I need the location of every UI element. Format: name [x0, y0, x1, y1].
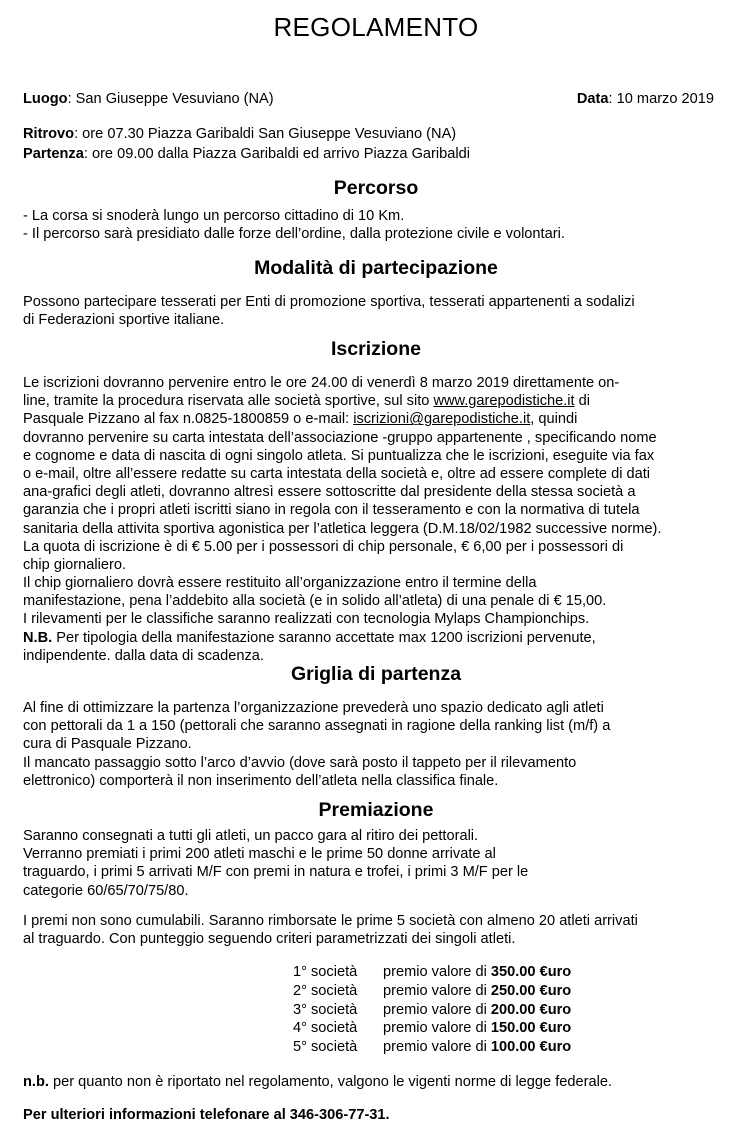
text-span: , quindi	[530, 411, 578, 428]
prize-row	[293, 1019, 571, 1038]
prize-text	[383, 1038, 571, 1057]
modalita-heading: Modalità di partecipazione	[254, 257, 498, 279]
text-line: e cognome e data di nascita di ogni singolo atleta. Si puntualizza che le iscrizioni, eseguite via fax	[23, 447, 655, 464]
luogo-value: : San Giuseppe Vesuviano (NA)	[67, 91, 274, 107]
text-span: Per tipologia della manifestazione saranno accettate max 1200 iscrizioni pervenute,	[52, 629, 596, 646]
prize-table	[293, 963, 571, 1057]
prize-position: 5° società	[293, 1039, 358, 1056]
text-line: dovranno pervenire su carta intestata dell’associazione -gruppo appartenente , specificando nome	[23, 429, 657, 446]
text-line: garanzia che i propri atleti iscritti siano in regola con il tesseramento e con la normativa di tutela	[23, 502, 640, 519]
prize-label: premio valore di	[383, 1039, 491, 1056]
text-line: o e-mail, oltre all’essere redatte su carta intestata della società e, oltre ad essere complete di dati	[23, 465, 651, 482]
prize-amount: 100.00 €uro	[490, 1039, 572, 1056]
percorso-text	[23, 207, 730, 243]
prize-text	[383, 1001, 571, 1020]
contact-text: Per ulteriori informazioni telefonare al 346-306-77-31.	[23, 1107, 390, 1123]
griglia-text	[23, 699, 730, 790]
text-line: indipendente. dalla data di scadenza.	[23, 647, 264, 664]
text-line: sanitaria della attivita sportiva agonistica per l’atletica leggera (D.M.18/02/1982 successive norme).	[23, 520, 662, 537]
prize-text	[383, 982, 571, 1001]
data-value: : 10 marzo 2019	[608, 91, 714, 107]
luogo-label: Luogo	[23, 91, 68, 107]
partenza-label: Partenza	[23, 146, 84, 162]
premiazione-heading: Premiazione	[318, 799, 434, 821]
partenza-line	[23, 145, 470, 163]
text-line: - Il percorso sarà presidiato dalle forze dell’ordine, dalla protezione civile e volontari.	[23, 226, 565, 243]
text-line	[23, 392, 730, 410]
ritrovo-value: : ore 07.30 Piazza Garibaldi San Giuseppe Vesuviano (NA)	[74, 126, 457, 142]
text-line: al traguardo. Con punteggio seguendo criteri parametrizzati dei singoli atleti.	[23, 931, 516, 948]
text-line: categorie 60/65/70/75/80.	[23, 882, 189, 899]
text-line: con pettorali da 1 a 150 (pettorali che saranno assegnati in ragione della ranking list (m/f) a	[23, 718, 611, 735]
prize-label: premio valore di	[383, 964, 491, 980]
text-line: manifestazione, pena l’addebito alla società (e in solido all’atleta) di una penale di € 15,00.	[23, 593, 607, 610]
text-line: Il chip giornaliero dovrà essere restituito all’organizzazione entro il termine della	[23, 575, 537, 592]
percorso-heading: Percorso	[333, 177, 419, 199]
text-line: elettronico) comporterà il non inserimento dell’atleta nella classifica finale.	[23, 772, 499, 789]
ritrovo-label: Ritrovo	[23, 126, 75, 142]
iscrizione-text	[23, 374, 730, 665]
text-line: - La corsa si snoderà lungo un percorso cittadino di 10 Km.	[23, 208, 405, 224]
prize-label: premio valore di	[383, 1020, 491, 1037]
ritrovo-line	[23, 125, 456, 143]
prize-row	[293, 1038, 571, 1057]
prize-position: 3° società	[293, 1001, 358, 1018]
iscrizione-heading: Iscrizione	[331, 338, 421, 360]
text-line	[23, 410, 730, 428]
text-line: chip giornaliero.	[23, 556, 127, 573]
prize-amount: 150.00 €uro	[490, 1020, 572, 1037]
prize-row	[293, 982, 571, 1001]
partenza-value: : ore 09.00 dalla Piazza Garibaldi ed arrivo Piazza Garibaldi	[83, 146, 470, 162]
text-line: cura di Pasquale Pizzano.	[23, 736, 192, 753]
text-line: La quota di iscrizione è di € 5.00 per i possessori di chip personale, € 6,00 per i possessori di	[23, 538, 624, 555]
text-line: Saranno consegnati a tutti gli atleti, un pacco gara al ritiro dei pettorali.	[23, 828, 479, 844]
prize-row	[293, 963, 571, 982]
luogo-line	[23, 90, 274, 108]
text-line: I rilevamenti per le classifiche saranno realizzati con tecnologia Mylaps Championchips.	[23, 611, 590, 628]
text-line: traguardo, i primi 5 arrivati M/F con premi in natura e trofei, i primi 3 M/F per le	[23, 864, 529, 881]
final-note-text: per quanto non è riportato nel regolamento, valgono le vigenti norme di legge federale.	[48, 1074, 612, 1090]
final-note	[23, 1073, 612, 1091]
premiazione-text-2	[23, 912, 730, 948]
email-link[interactable]: iscrizioni@garepodistiche.it	[353, 411, 531, 428]
data-line	[577, 90, 714, 108]
text-line: Le iscrizioni dovranno pervenire entro le ore 24.00 di venerdì 8 marzo 2019 direttamente on-	[23, 375, 620, 391]
prize-row	[293, 1001, 571, 1020]
text-line: Verranno premiati i primi 200 atleti maschi e le prime 50 donne arrivate al	[23, 846, 496, 863]
text-span: Pasquale Pizzano al fax n.0825-1800859 o e-mail:	[23, 411, 354, 428]
text-line: ana-grafici degli atleti, dovranno altresì essere sottoscritte dal presidente della stessa società a	[23, 484, 636, 501]
contact-line	[23, 1106, 390, 1124]
text-span: line, tramite la procedura riservata alle società sportive, sul sito	[23, 393, 434, 410]
prize-label: premio valore di	[383, 982, 491, 999]
text-line: I premi non sono cumulabili. Saranno rimborsate le prime 5 società con almeno 20 atleti arrivati	[23, 913, 638, 929]
prize-amount: 350.00 €uro	[490, 964, 572, 980]
nb-line	[23, 629, 730, 647]
prize-position: 2° società	[293, 982, 358, 999]
text-line: Al fine di ottimizzare la partenza l’organizzazione prevederà uno spazio dedicato agli atleti	[23, 700, 604, 716]
prize-label: premio valore di	[383, 1001, 491, 1018]
text-span: di	[574, 393, 591, 410]
text-line: di Federazioni sportive italiane.	[23, 312, 225, 329]
prize-position: 1° società	[293, 964, 358, 980]
prize-text	[383, 963, 571, 982]
text-line: Il mancato passaggio sotto l’arco d’avvio (dove sarà posto il tappeto per il rilevamento	[23, 754, 577, 771]
prize-amount: 250.00 €uro	[490, 982, 572, 999]
text-line: Possono partecipare tesserati per Enti di promozione sportiva, tesserati appartenenti a sodalizi	[23, 294, 635, 310]
modalita-text	[23, 293, 730, 329]
website-link[interactable]: www.garepodistiche.it	[433, 393, 575, 410]
prize-text	[383, 1019, 571, 1038]
final-note-label: n.b.	[23, 1074, 49, 1090]
page-title: REGOLAMENTO	[273, 12, 479, 42]
premiazione-text	[23, 827, 730, 900]
data-label: Data	[576, 91, 609, 107]
griglia-heading: Griglia di partenza	[290, 663, 462, 685]
prize-position: 4° società	[293, 1020, 358, 1037]
prize-amount: 200.00 €uro	[490, 1001, 572, 1018]
nb-label: N.B.	[23, 629, 53, 646]
